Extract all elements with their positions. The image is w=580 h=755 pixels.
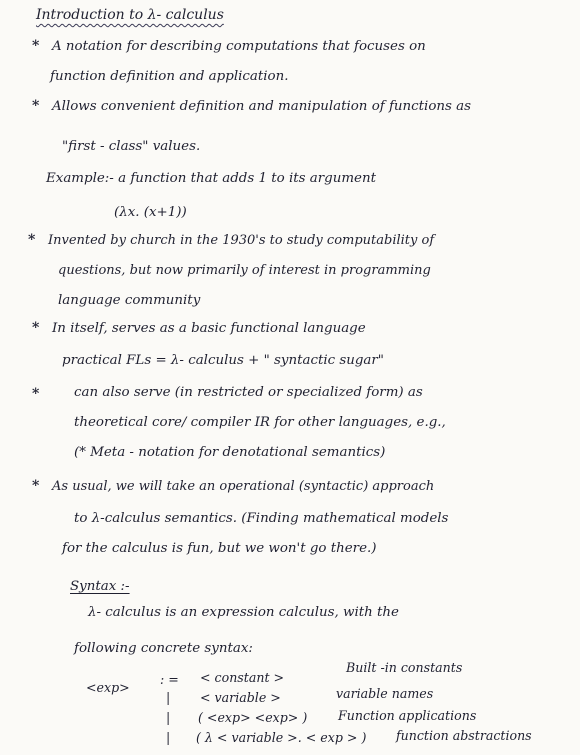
- bullet-6-line-3: for the calculus is fun, but we won't go there.): [62, 541, 377, 556]
- syntax-line-2: following concrete syntax:: [74, 641, 253, 656]
- bullet-1-line-1: A notation for describing computations that focuses on: [52, 39, 426, 54]
- grammar-separator: |: [166, 730, 171, 745]
- bullet-marker: *: [32, 478, 40, 494]
- bullet-2-line-1: Allows convenient definition and manipulation of functions as: [52, 99, 472, 114]
- grammar-lhs: <exp>: [86, 680, 130, 695]
- bullet-6-line-1: As usual, we will take an operational (syntactic) approach: [52, 479, 435, 494]
- bullet-marker: *: [32, 38, 40, 54]
- bullet-3-line-2: questions, but now primarily of interest in programming: [58, 263, 431, 278]
- grammar-separator: |: [166, 690, 171, 705]
- bullet-3-line-3: language community: [58, 293, 201, 308]
- example-expression: (λx. (x+1)): [114, 205, 187, 220]
- bullet-marker: *: [32, 98, 40, 114]
- bullet-marker: *: [32, 320, 40, 336]
- page-title: Introduction to λ- calculus: [36, 7, 224, 23]
- bullet-6-line-2: to λ-calculus semantics. (Finding mathematical models: [74, 511, 449, 526]
- grammar-separator: |: [166, 710, 171, 725]
- bullet-1-line-2: function definition and application.: [50, 69, 289, 84]
- syntax-heading: Syntax :-: [70, 579, 130, 594]
- bullet-3-line-1: Invented by church in the 1930's to study computability of: [48, 233, 435, 248]
- bullet-4-line-1: In itself, serves as a basic functional language: [52, 321, 366, 336]
- bullet-marker: *: [32, 386, 40, 402]
- bullet-5-line-1: can also serve (in restricted or specialized form) as: [74, 385, 423, 400]
- grammar-note: Built -in constants: [346, 660, 463, 675]
- grammar-production: < variable >: [200, 690, 281, 705]
- bullet-2-line-2: "first - class" values.: [62, 139, 201, 154]
- bullet-marker: *: [28, 232, 36, 248]
- grammar-production: ( λ < variable >. < exp > ): [196, 730, 367, 745]
- grammar-note: function abstractions: [396, 728, 532, 743]
- syntax-line-1: λ- calculus is an expression calculus, with the: [88, 605, 399, 620]
- bullet-4-line-2: practical FLs = λ- calculus + " syntactic sugar": [62, 353, 384, 368]
- bullet-5-line-3: (* Meta - notation for denotational semantics): [74, 445, 386, 460]
- grammar-note: Function applications: [338, 708, 477, 723]
- example-line-1: Example:- a function that adds 1 to its argument: [46, 171, 376, 186]
- grammar-production: < constant >: [200, 670, 285, 685]
- grammar-separator: : =: [160, 672, 179, 687]
- grammar-note: variable names: [336, 686, 434, 701]
- grammar-production: ( <exp> <exp> ): [198, 710, 308, 725]
- bullet-5-line-2: theoretical core/ compiler IR for other languages, e.g.,: [74, 415, 446, 430]
